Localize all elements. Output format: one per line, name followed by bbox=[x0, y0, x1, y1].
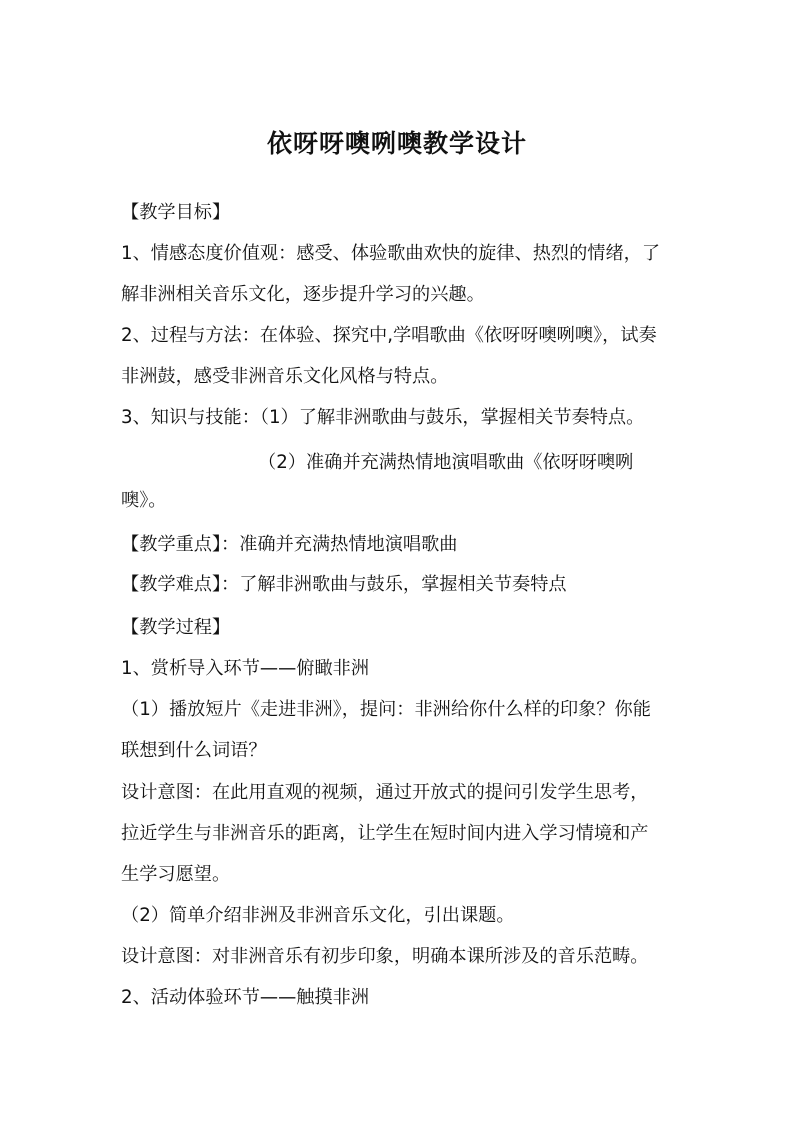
paragraph-line: 1、赏析导入环节——俯瞰非洲 bbox=[121, 658, 370, 679]
paragraph-line: 拉近学生与非洲音乐的距离，让学生在短时间内进入学习情境和产 bbox=[121, 823, 649, 844]
paragraph-line: 非洲鼓，感受非洲音乐文化风格与特点。 bbox=[121, 366, 449, 387]
section-heading-key-points: 【教学重点】：准确并充满热情地演唱歌曲 bbox=[121, 534, 458, 555]
paragraph-line: 生学习愿望。 bbox=[121, 864, 231, 885]
paragraph-line: 噢》。 bbox=[121, 490, 167, 511]
paragraph-line: （2）准确并充满热情地演唱歌曲《依呀呀噢咧 bbox=[258, 452, 634, 473]
section-heading-objectives: 【教学目标】 bbox=[121, 202, 231, 223]
section-heading-difficulties: 【教学难点】：了解非洲歌曲与鼓乐，掌握相关节奏特点 bbox=[121, 574, 567, 595]
paragraph-line: 2、活动体验环节——触摸非洲 bbox=[121, 987, 370, 1008]
paragraph-line: （2）简单介绍非洲及非洲音乐文化，引出课题。 bbox=[121, 905, 515, 926]
paragraph-line: 3、知识与技能：（1）了解非洲歌曲与鼓乐，掌握相关节奏特点。 bbox=[121, 407, 645, 428]
paragraph-line: 1、情感态度价值观：感受、体验歌曲欢快的旋律、热烈的情绪，了 bbox=[121, 243, 661, 264]
paragraph-line: （1）播放短片《走进非洲》，提问：非洲给你什么样的印象？你能 bbox=[121, 699, 651, 720]
document-title: 依呀呀噢咧噢教学设计 bbox=[266, 129, 527, 158]
paragraph-line: 设计意图：对非洲音乐有初步印象，明确本课所涉及的音乐范畴。 bbox=[121, 946, 649, 967]
paragraph-line: 解非洲相关音乐文化，逐步提升学习的兴趣。 bbox=[121, 284, 485, 305]
section-heading-process: 【教学过程】 bbox=[121, 617, 231, 638]
paragraph-line: 设计意图：在此用直观的视频，通过开放式的提问引发学生思考， bbox=[121, 782, 649, 803]
paragraph-line: 联想到什么词语？ bbox=[121, 740, 267, 761]
paragraph-line: 2、过程与方法：在体验、探究中,学唱歌曲《依呀呀噢咧噢》，试奏 bbox=[121, 325, 657, 346]
